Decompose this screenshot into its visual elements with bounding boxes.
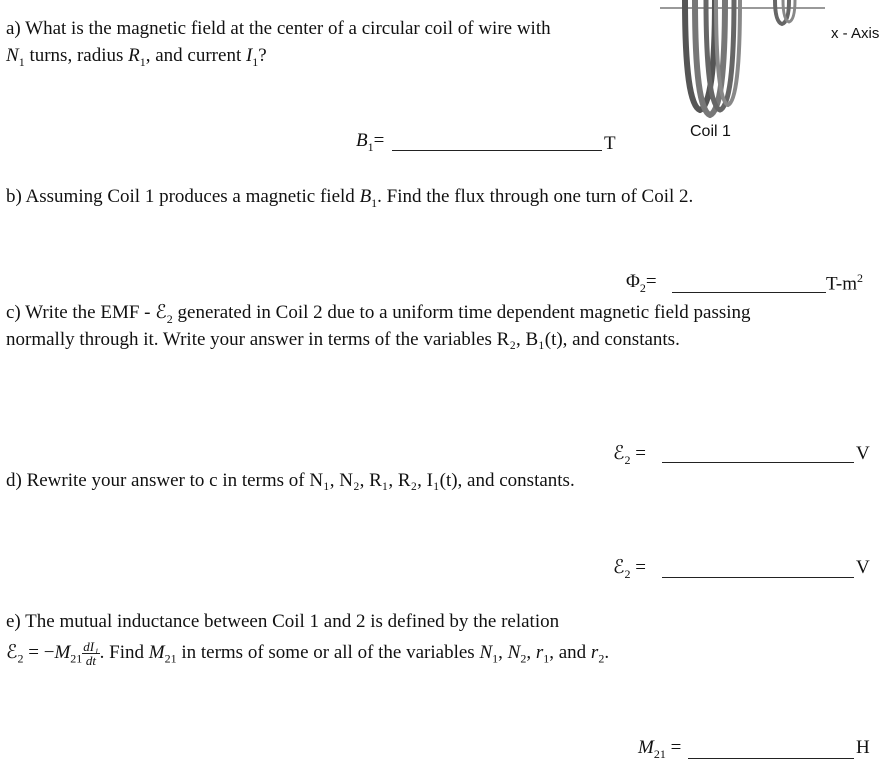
answer-a-unit: T — [604, 133, 616, 154]
answer-c-unit: V — [856, 443, 870, 464]
answer-d-unit: V — [856, 557, 870, 578]
coil-drawing — [640, 0, 893, 150]
question-a-line2: $N_1$ turns, radius $R_1$, and current $I_1$? — [6, 45, 267, 69]
question-a-line1: a) What is the magnetic field at the center of a circular coil of wire with — [6, 18, 551, 39]
question-c-line1: c) Write the EMF - ℰ$_2$ generated in Coil 2 due to a uniform time dependent magnetic field passing — [6, 302, 751, 326]
question-e-line1: e) The mutual inductance between Coil 1 and 2 is defined by the relation — [6, 611, 560, 632]
answer-c-label: ℰ$_2$ = — [613, 443, 646, 467]
question-b-text: b) Assuming Coil 1 produces a magnetic field $B_1$. Find the flux through one turn of Coil 2. — [6, 186, 694, 210]
coil-1-label: Coil 1 — [690, 123, 731, 140]
answer-a-field[interactable] — [392, 150, 602, 151]
question-d-text: d) Rewrite your answer to c in terms of N₁, N₂, R₁, R₂, I₁(t), and constants. — [6, 470, 575, 491]
question-c-line2: normally through it. Write your answer in terms of the variables R₂, B₁(t), and constants. — [6, 329, 680, 350]
answer-e-field[interactable] — [688, 758, 854, 759]
answer-b-field[interactable] — [672, 292, 826, 293]
answer-d-field[interactable] — [662, 577, 854, 578]
answer-c-field[interactable] — [662, 462, 854, 463]
coil-figure — [640, 0, 893, 150]
answer-a-label: $B_1=$ — [356, 130, 385, 154]
answer-e-unit: H — [856, 737, 870, 758]
answer-d-label: ℰ$_2$ = — [613, 557, 646, 581]
answer-b-label: $\Phi_2=$ — [626, 271, 657, 295]
answer-b-unit: $T-m^2$ — [826, 271, 863, 295]
question-e-line2: ℰ$_2$ = $-M_{21}$ $\frac{\text{dI₁}}{dt}$ . Find $M_{21}$ in terms of some or all of the variables $N_1$, $N_2$, $r_1$, and $r_2$. — [6, 639, 610, 668]
derivative-fraction: $\frac{\text{dI₁}}{dt}$ — [83, 639, 99, 668]
answer-e-label: $M_{21}$ = — [638, 737, 682, 761]
x-axis-label: x - Axis — [831, 25, 880, 42]
